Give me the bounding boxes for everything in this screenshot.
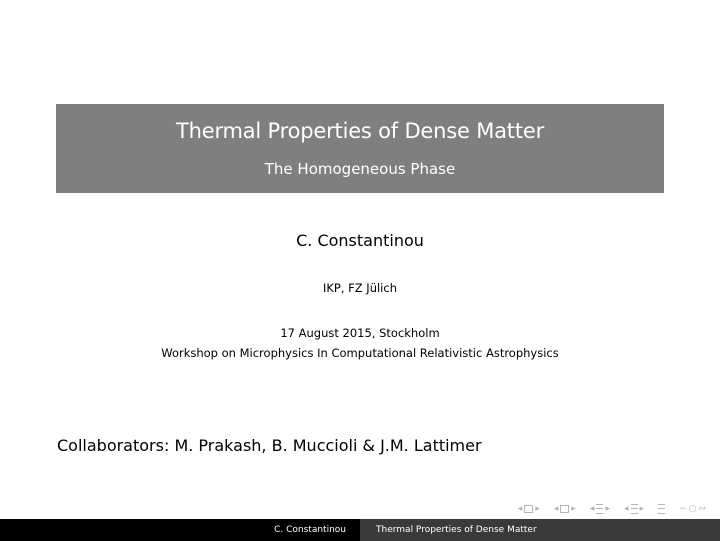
- nav-subsection-icon[interactable]: ◂ ▸: [553, 504, 576, 514]
- nav-outline-icon[interactable]: ◂ ▸: [623, 504, 645, 514]
- nav-frame-icon[interactable]: ◂ ▸: [517, 504, 540, 514]
- event-name: Workshop on Microphysics In Computational Relativistic Astrophysics: [161, 346, 559, 360]
- footer-bar: [0, 519, 720, 541]
- date-location: 17 August 2015, Stockholm: [280, 326, 440, 340]
- nav-menu-icon[interactable]: [658, 504, 665, 514]
- footer-author: C. Constantinou: [274, 525, 346, 535]
- collaborators-line: Collaborators: M. Prakash, B. Muccioli & J.M. Lattimer: [57, 436, 482, 455]
- navigation-bar: [518, 502, 706, 516]
- slide-subtitle: The Homogeneous Phase: [264, 160, 456, 178]
- nav-section-icon[interactable]: ◂ ▸: [589, 504, 610, 514]
- title-box: [56, 104, 664, 193]
- nav-search-icon[interactable]: ∽ ○ ∾: [679, 504, 706, 514]
- institute: IKP, FZ Jülich: [322, 281, 397, 295]
- author-name: C. Constantinou: [296, 231, 424, 250]
- slide-title: Thermal Properties of Dense Matter: [175, 119, 545, 143]
- footer-title: Thermal Properties of Dense Matter: [360, 519, 720, 541]
